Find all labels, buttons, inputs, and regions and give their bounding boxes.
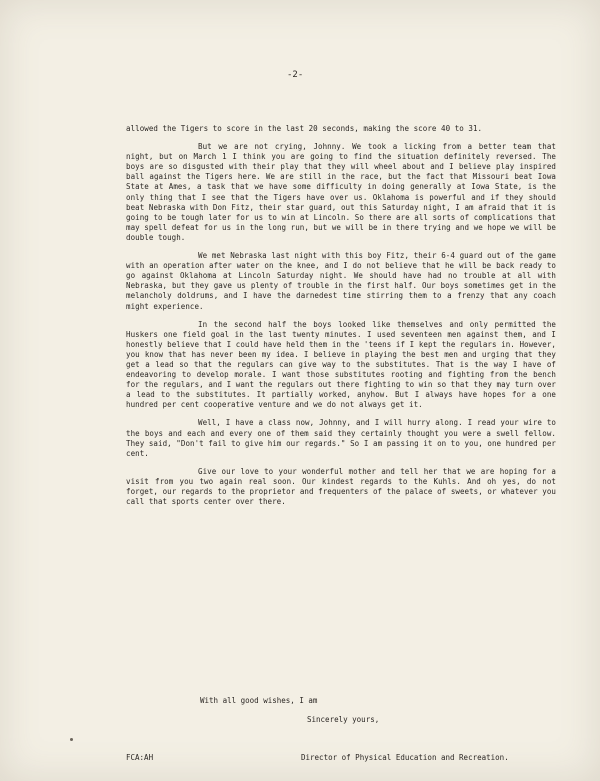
paper-speck [70, 738, 73, 741]
closing-sincerely: Sincerely yours, [307, 715, 380, 724]
paragraph-5: Well, I have a class now, Johnny, and I will hurry along. I read your wire to the boys and each and every one of them said they certainly thought you were a swell fellow. They said, "Don't fail to give him our regards." So I am passing it on to you, one hundred per cent. [126, 418, 556, 458]
paragraph-2: But we are not crying, Johnny. We took a licking from a better team that night, but on March 1 I think you are going to find the situation definitely reversed. The boys are so disgusted with their play that they will wheel about and I believe play inspired ball against the Tigers here. We are still in the race, but the fact that Missouri beat Iowa State at Ames, a task that we have some difficulty in doing generally at Iowa State, is the only thing that I see that the Tigers have over us. Oklahoma is powerful and if they should beat Nebraska with Don Fitz, their star guard, out this Saturday night, I am afraid that it is going to be tough later for us to win at Lincoln. So there are all sorts of complications that may spell defeat for us in the long run, but we will be in there trying and we hope we will be double tough. [126, 142, 556, 242]
closing-wishes: With all good wishes, I am [200, 696, 318, 705]
signature-title: Director of Physical Education and Recreation. [301, 753, 509, 762]
paragraph-1: allowed the Tigers to score in the last 20 seconds, making the score 40 to 31. [126, 124, 483, 133]
paragraph-3: We met Nebraska last night with this boy Fitz, their 6-4 guard out of the game with an operation after water on the knee, and I do not believe that he will be back ready to go against Oklahoma at Lincoln Saturday night. We should have had no trouble at all with Nebraska, but they gave us plenty of trouble in the first half. Our boys sometimes get in the melancholy doldrums, and I have the darnedest time stirring them to a frenzy that any coach might experience. [126, 251, 556, 311]
paragraph-6: Give our love to your wonderful mother and tell her that we are hoping for a visit from you two again real soon. Our kindest regards to the Kuhls. And oh yes, do not forget, our regards to the proprietor and frequenters of the palace of sweets, or whatever you call that sports center over there. [126, 466, 556, 507]
letter-body [126, 124, 556, 515]
paragraph-4: In the second half the boys looked like themselves and only permitted the Huskers one field goal in the last twenty minutes. I used seventeen men against them, and I honestly believe that I could have held them in the 'teens if I kept the regulars in. However, you know that has never been my idea. I believe in playing the best men and urging that they get a lead so that the regulars can give way to the substitutes. That is the way I have of endeavoring to develop morale. I want those substitutes rooting and fighting from the bench for the regulars, and I want the regulars out there fighting to win so that they may turn over a lead to the substitutes. It partially worked, anyhow. But I always have hopes for a one hundred per cent cooperative venture and we do not always get it. [126, 319, 556, 410]
page-number: -2- [287, 70, 304, 80]
typist-initials: FCA:AH [126, 753, 154, 762]
